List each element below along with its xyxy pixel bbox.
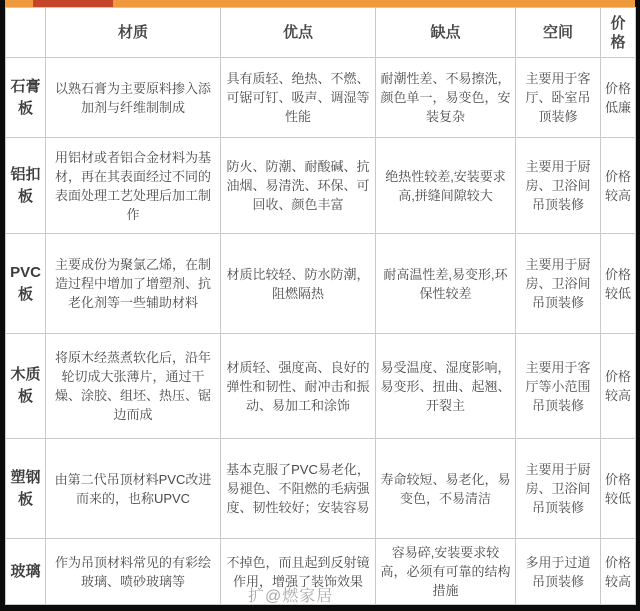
row-label: PVC板 [6,234,46,334]
table-sheet [5,0,635,605]
cell-pros: 材质轻、强度高、良好的弹性和韧性、耐冲击和振动、易加工和涂饰 [221,334,376,439]
cell-material: 将原木经蒸煮软化后，沿年轮切成大张薄片，通过干燥、涂胶、组坯、热压、锯边而成 [46,334,221,439]
header-empty-cell [6,8,46,58]
cell-material: 用铝材或者铝合金材料为基材，再在其表面经过不同的表面处理工艺处理后加工制作 [46,138,221,234]
cell-cons: 耐高温性差,易变形,环保性较差 [376,234,516,334]
table-row-wood-board [6,334,636,439]
table-row-glass [6,539,636,605]
cell-price: 价格较高 [601,539,636,605]
row-label: 铝扣板 [6,138,46,234]
cell-space: 主要用于厨房、卫浴间吊顶装修 [516,138,601,234]
cell-space: 主要用于客厅等小范围吊顶装修 [516,334,601,439]
header-pros: 优点 [221,8,376,58]
cell-cons: 绝热性较差,安装要求高,拼缝间隙较大 [376,138,516,234]
cell-space: 主要用于厨房、卫浴间吊顶装修 [516,439,601,539]
cell-price: 价格较高 [601,334,636,439]
top-accent-bar [5,0,635,7]
header-cons: 缺点 [376,8,516,58]
cell-space: 主要用于厨房、卫浴间吊顶装修 [516,234,601,334]
cell-price: 价格较高 [601,138,636,234]
table-row-pvc-board [6,234,636,334]
cell-space: 主要用于客厅、卧室吊顶装修 [516,58,601,138]
cell-pros: 不掉色，而且起到反射镜作用，增强了装饰效果 [221,539,376,605]
cell-pros: 材质比较轻、防水防潮，阻燃隔热 [221,234,376,334]
header-row [6,8,636,58]
cell-price: 价格较低 [601,439,636,539]
cell-material: 由第二代吊顶材料PVC改进而来的，也称UPVC [46,439,221,539]
cell-pros: 基本克服了PVC易老化，易褪色、不阻燃的毛病强度、韧性较好；安装容易 [221,439,376,539]
cell-price: 价格低廉 [601,58,636,138]
top-accent-red-segment [33,0,113,7]
table-row-gypsum-board [6,58,636,138]
header-material: 材质 [46,8,221,58]
table-row-plastic-steel-board [6,439,636,539]
cell-price: 价格较低 [601,234,636,334]
row-label: 塑钢板 [6,439,46,539]
cell-cons: 寿命较短、易老化，易变色，不易清洁 [376,439,516,539]
ceiling-materials-comparison-table [5,7,636,605]
cell-material: 以熟石膏为主要原料掺入添加剂与纤维制制成 [46,58,221,138]
cell-cons: 耐潮性差、不易擦洗，颜色单一，易变色，安装复杂 [376,58,516,138]
row-label: 石膏板 [6,58,46,138]
cell-pros: 防火、防潮、耐酸碱、抗油烟、易清洗、环保、可回收、颜色丰富 [221,138,376,234]
cell-cons: 容易碎,安装要求较高，必须有可靠的结构措施 [376,539,516,605]
row-label: 玻璃 [6,539,46,605]
header-space: 空间 [516,8,601,58]
cell-space: 多用于过道吊顶装修 [516,539,601,605]
cell-material: 主要成份为聚氯乙烯，在制造过程中增加了增塑剂、抗老化剂等一些辅助材料 [46,234,221,334]
header-price: 价格 [601,8,636,58]
watermark: 扩@燃家居 [248,588,334,605]
cell-material: 作为吊顶材料常见的有彩绘玻璃、喷砂玻璃等 [46,539,221,605]
cell-cons: 易受温度、湿度影响，易变形、扭曲、起翘、开裂主 [376,334,516,439]
table-row-aluminum-gusset [6,138,636,234]
cell-pros: 具有质轻、绝热、不燃、可锯可钉、吸声、调湿等性能 [221,58,376,138]
row-label: 木质板 [6,334,46,439]
